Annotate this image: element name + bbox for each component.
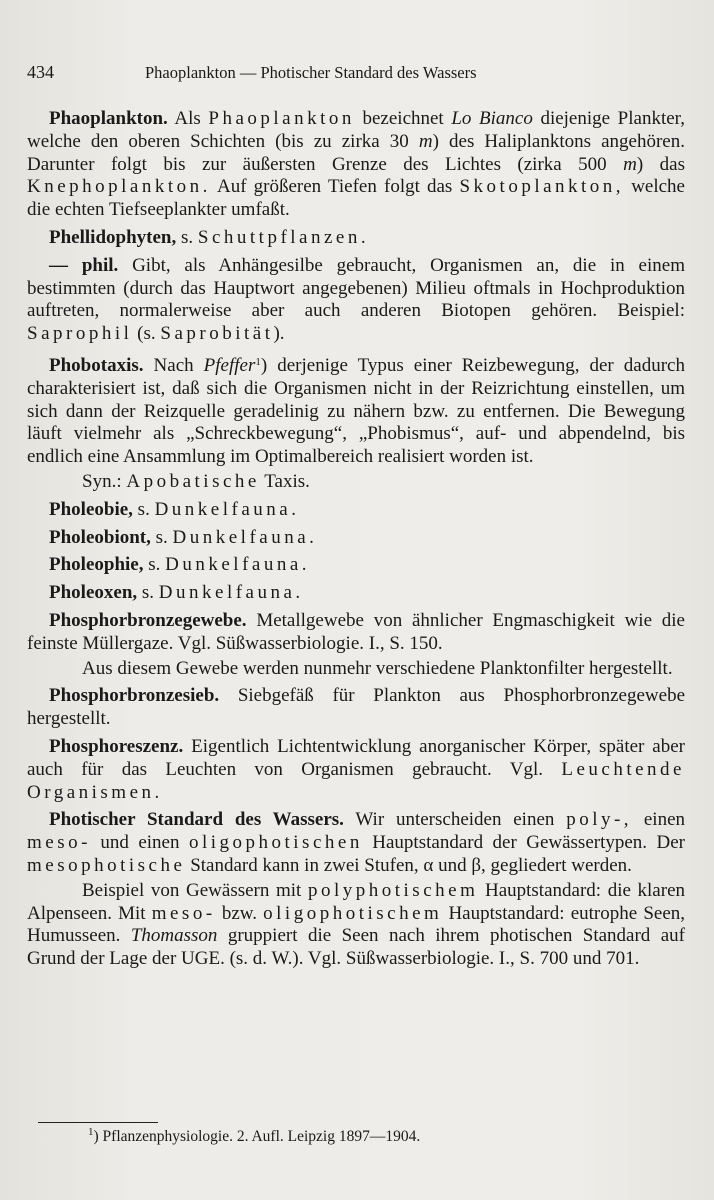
entry-phellidophyten: Phellidophyten, s. Schuttpflanzen. xyxy=(49,226,370,248)
entry-photischer-standard-examples: Beispiel von Gewässern mit polyphotischem Hauptstandard: die klaren Alpenseen. Mit meso- bzw. oligophotischem Hauptstandard: eutrophe Seen, Humusseen. Thomasson gruppiert die Seen nach ihrem photischen Standard auf Grund der Lage der UGE. (s. d. W.). Vgl. Süßwasserbiologie. I., S. 700 und 701. xyxy=(27,879,685,970)
entry-phosphorbronzegewebe: Phosphorbronzegewebe. Metallgewebe von ähnlicher Engmaschigkeit wie die feinste Müllergaze. Vgl. Süßwasserbiologie. I., S. 150. xyxy=(27,609,685,654)
entry-term: — phil. xyxy=(49,254,119,276)
entry-photischer-standard: Photischer Standard des Wassers. Wir unterscheiden einen poly-, einen meso- und einen oligophotischen Hauptstandard der Gewässertypen. Der mesophotische Standard kann in zwei Stufen, α und β, gegliedert werden. xyxy=(27,809,686,876)
entry-phosphorbronzesieb: Phosphorbronzesieb. Siebgefäß für Plankton aus Phosphorbronzegewebe hergestellt. xyxy=(27,685,685,730)
entry-phobotaxis-synonym: Syn.: Apobatische Taxis. xyxy=(82,470,310,492)
page-number: 434 xyxy=(27,62,54,82)
footnote xyxy=(88,1126,420,1146)
entry-term: Pholeoxen, xyxy=(49,582,138,604)
entry-term: Phosphoreszenz. xyxy=(49,735,184,757)
running-title: Phaoplankton — Photischer Standard des Wassers xyxy=(145,63,477,82)
entry-phaoplankton: Phaoplankton. Als Phaoplankton bezeichnet Lo Bianco diejenige Plankter, welche den oberen Schichten (bis zu zirka 30 m) des Haliplanktons angehören. Darunter folgt bis zur äußersten Grenze des Lichtes (zirka 500 m) das Knephoplankton. Auf größeren Tiefen folgt das Skotoplankton, welche die echten Tiefseeplankter umfaßt. xyxy=(27,108,685,221)
footnote-ref: 1 xyxy=(255,355,261,368)
footnote-divider xyxy=(38,1122,158,1123)
entry-pholeoxen: Pholeoxen, s. Dunkelfauna. xyxy=(49,582,304,604)
entry-term: Phosphorbronzesieb. xyxy=(49,685,220,707)
entry-term: Photischer Standard des Wassers. xyxy=(49,809,344,831)
entry-pholeobie: Pholeobie, s. Dunkelfauna. xyxy=(49,498,300,520)
author-name: Lo Bianco xyxy=(451,108,533,129)
entry-term: Pholeophie, xyxy=(49,554,144,576)
entry-phosphorbronzegewebe-note: Aus diesem Gewebe werden nunmehr verschiedene Planktonfilter hergestellt. xyxy=(82,657,673,679)
author-name: Pfeffer xyxy=(203,354,256,376)
footnote-marker: 1 xyxy=(88,1126,94,1138)
entry-term: Pholeobiont, xyxy=(49,526,151,548)
entry-term: Phobotaxis. xyxy=(49,354,144,376)
author-name: Thomasson xyxy=(130,925,218,947)
footnote-text: ) Pflanzenphysiologie. 2. Aufl. Leipzig 1897—1904. xyxy=(93,1128,421,1145)
entry-pholeophie: Pholeophie, s. Dunkelfauna. xyxy=(49,554,311,576)
entry-term: Pholeobie, xyxy=(49,498,133,520)
page-header xyxy=(27,62,687,83)
dictionary-entries xyxy=(27,108,685,976)
entry-phobotaxis: Phobotaxis. Nach Pfeffer$^1$) derjenige Typus einer Reizbewegung, der dadurch charakterisiert ist, daß sich die Organismen nicht in der Reizrichtung einstellen, um sich dann der Reizquelle geradelinig zu nähern bzw. zu entfernen. Die Bewegung läuft vielmehr als „Schreckbewegung“, „Phobismus“, auf- und abpendelnd, bis endlich eine Ansammlung im Optimalbereich realisiert worden ist. xyxy=(27,354,685,468)
entry-term: Phellidophyten, xyxy=(49,226,177,248)
entry-term: Phosphorbronzegewebe. xyxy=(49,609,247,631)
entry-phil: — phil. Gibt, als Anhängesilbe gebraucht, Organismen an, die in einem bestimmten (durch das Hauptwort angegebenen) Milieu oftmals in Hochproduktion auftreten, normalerweise aber auch anderen Biotopen gehören. Beispiel: Saprophil (s. Saprobität). xyxy=(27,254,685,345)
entry-term: Phaoplankton. xyxy=(49,108,168,129)
entry-phosphoreszenz: Phosphoreszenz. Eigentlich Lichtentwicklung anorganischer Körper, später aber auch für das Leuchten von Organismen gebraucht. Vgl. Leuchtende Organismen. xyxy=(27,735,685,803)
entry-pholeobiont: Pholeobiont, s. Dunkelfauna. xyxy=(49,526,318,548)
